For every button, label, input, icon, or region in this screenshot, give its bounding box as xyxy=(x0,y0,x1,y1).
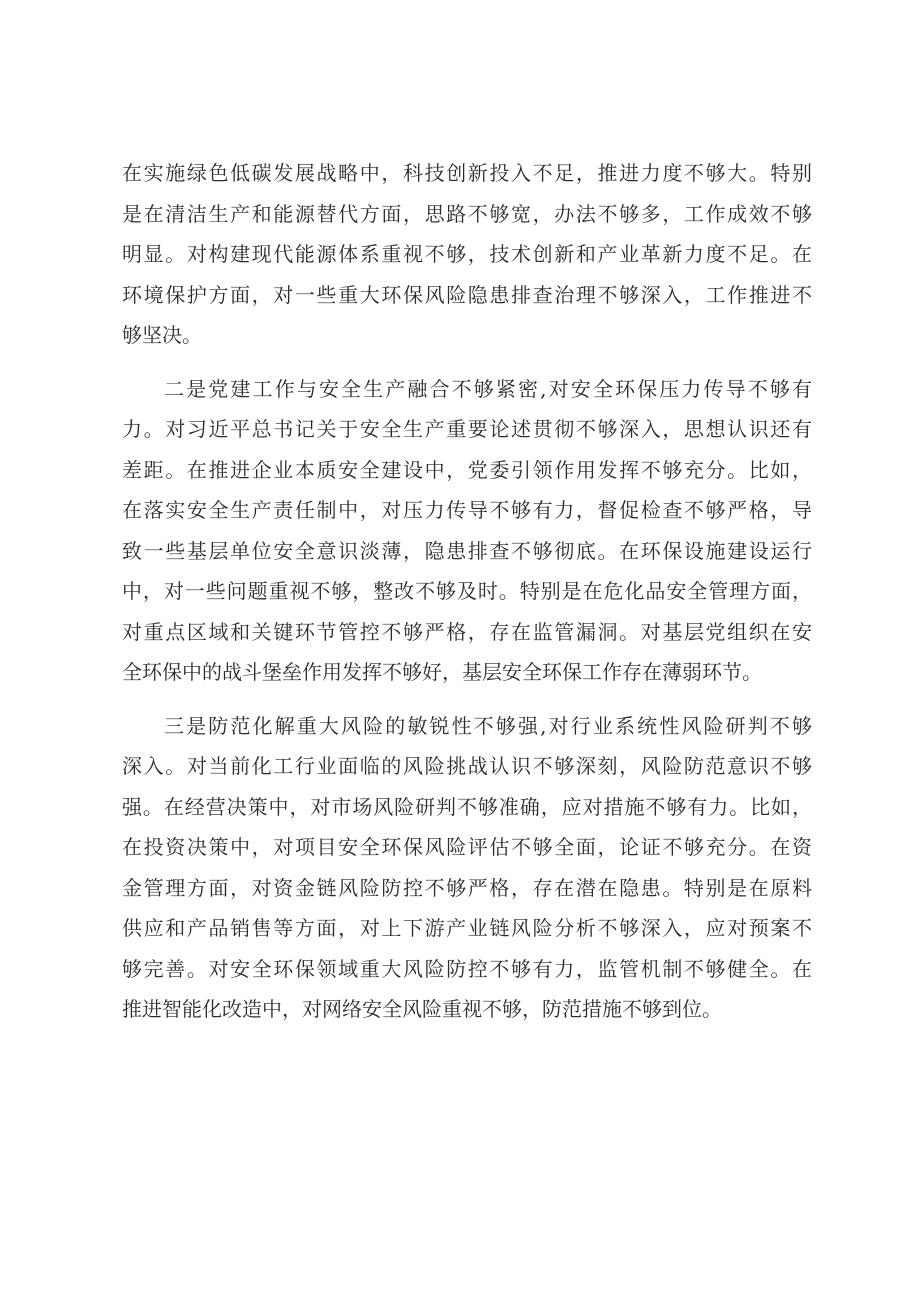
paragraph-3 xyxy=(122,706,812,1030)
text-line: 对重点区域和关键环节管控不够严格，存在监管漏洞。对基层党组织在安 xyxy=(122,619,812,644)
text-line: 致一些基层单位安全意识淡薄，隐患排查不够彻底。在环保设施建设运行 xyxy=(122,538,812,563)
text-line: 够完善。对安全环保领域重大风险防控不够有力，监管机制不够健全。在 xyxy=(122,956,812,981)
text-line: 全环保中的战斗堡垒作用发挥不够好，基层安全环保工作存在薄弱环节。 xyxy=(122,660,762,684)
text-line: 中，对一些问题重视不够，整改不够及时。特别是在危化品安全管理方面， xyxy=(122,579,812,603)
text-line: 推进智能化改造中，对网络安全风险重视不够，防范措施不够到位。 xyxy=(122,997,722,1021)
text-line: 供应和产品销售等方面，对上下游产业链风险分析不够深入，应对预案不 xyxy=(122,916,812,940)
text-line: 在实施绿色低碳发展战略中，科技创新投入不足，推进力度不够大。特别 xyxy=(122,161,812,185)
text-line: 差距。在推进企业本质安全建设中，党委引领作用发挥不够充分。比如， xyxy=(122,457,812,482)
text-line: 力。对习近平总书记关于安全生产重要论述贯彻不够深入，思想认识还有 xyxy=(122,417,812,441)
text-line: 二是党建工作与安全生产融合不够紧密,对安全环保压力传导不够有 xyxy=(164,376,812,401)
document-body xyxy=(122,153,812,1043)
text-line: 在落实安全生产责任制中，对压力传导不够有力，督促检查不够严格，导 xyxy=(122,498,812,522)
text-line: 在投资决策中，对项目安全环保风险评估不够全面，论证不够充分。在资 xyxy=(122,835,812,859)
text-line: 明显。对构建现代能源体系重视不够，技术创新和产业革新力度不足。在 xyxy=(122,242,812,266)
text-line: 够坚决。 xyxy=(122,323,202,347)
paragraph-1 xyxy=(122,153,812,356)
paragraph-2 xyxy=(122,369,812,693)
text-line: 强。在经营决策中，对市场风险研判不够准确，应对措施不够有力。比如， xyxy=(122,794,812,819)
text-line: 深入。对当前化工行业面临的风险挑战认识不够深刻，风险防范意识不够 xyxy=(122,754,812,778)
text-line: 是在清洁生产和能源替代方面，思路不够宽，办法不够多，工作成效不够 xyxy=(122,201,812,226)
text-line: 金管理方面，对资金链风险防控不够严格，存在潜在隐患。特别是在原料 xyxy=(122,875,812,900)
text-line: 三是防范化解重大风险的敏锐性不够强,对行业系统性风险研判不够 xyxy=(164,713,812,738)
text-line: 环境保护方面，对一些重大环保风险隐患排查治理不够深入，工作推进不 xyxy=(122,282,812,307)
